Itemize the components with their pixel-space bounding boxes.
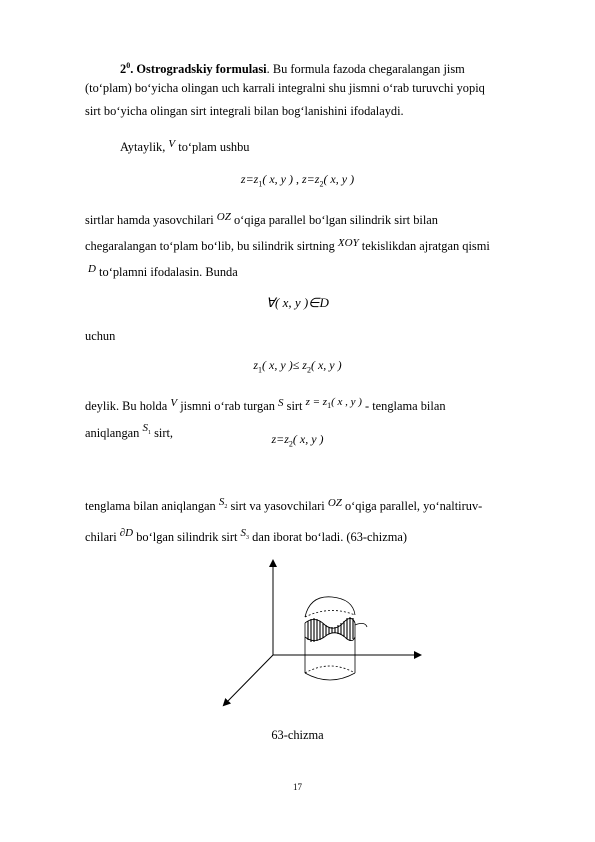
p4l2-sub: 1 [147, 430, 151, 437]
p4l2-pre: aniqlangan [85, 426, 143, 440]
f4-s: 2 [288, 439, 293, 449]
figure-caption: 63-chizma [271, 728, 324, 742]
formula-1 [0, 172, 595, 188]
f1-sep: , [293, 172, 302, 186]
p3l2-var: XOY [337, 237, 359, 249]
p4l2-var: S [142, 422, 148, 434]
f4-a: z=z [271, 432, 289, 446]
formula-2: ∀( x, y )∈D [266, 295, 329, 310]
p4l1-pre: deylik. Bu holda [85, 399, 171, 413]
heading-title: . Ostrogradskiy formulasi [130, 62, 267, 77]
f1-right: z=z [302, 172, 320, 186]
f1-sub1: 1 [258, 179, 263, 189]
figure-63-diagram [215, 555, 435, 715]
p3l2-post: tekislikdan ajratgan qismi [358, 239, 490, 253]
p3l3-var: D [88, 263, 96, 275]
p2-prefix: Aytaylik, [120, 140, 169, 154]
paragraph-3-line-1 [85, 212, 438, 229]
f3-s2: 2 [306, 365, 311, 375]
f1-args: ( x, y ) [262, 172, 293, 186]
p4l1-eq: z = z [305, 396, 328, 408]
f3-a: z [253, 358, 259, 372]
f1-left: z=z [240, 172, 259, 186]
formula-3 [0, 358, 595, 374]
p5l1-pre: tenglama bilan aniqlangan [85, 499, 219, 513]
paragraph-5-line-2 [85, 529, 407, 551]
p5l1-oz: OZ [327, 497, 342, 509]
f4-b: ( x, y ) [292, 432, 324, 446]
paragraph-4-line-1 [85, 398, 446, 419]
p3l3-post: to‘plamni ifodalasin. Bunda [95, 265, 238, 279]
f1-args2: ( x, y ) [323, 172, 355, 186]
bottom-surface-s1 [305, 617, 367, 642]
paragraph-2 [120, 139, 250, 156]
f1-sub2: 2 [319, 179, 324, 189]
heading-rest: . Bu formula fazoda chegaralangan jism [266, 62, 465, 77]
p5l1-post: o‘qiga parallel, yo‘naltiruv- [341, 499, 483, 513]
paragraph-5-line-1 [85, 498, 482, 520]
top-surface-s2 [305, 597, 355, 617]
p5l1-var: S [218, 496, 225, 508]
paragraph-1-line-2: (to‘plam) bo‘yicha olingan uch karrali integralni shu jismni o‘rab turuvchi yopiq [85, 81, 485, 95]
p2-var: V [168, 138, 176, 150]
p4l1-post: - tenglama bilan [361, 399, 446, 413]
f3-c: ( x, y ) [310, 358, 342, 372]
f3-s1: 1 [258, 365, 263, 375]
p3l1-pre: sirtlar hamda yasovchilari [85, 213, 217, 227]
p5l2-s: S [240, 527, 247, 539]
p5l2-var: ∂D [119, 527, 134, 539]
p2-suffix: to‘plam ushbu [175, 140, 250, 154]
p5l1-mid: sirt va yasovchilari [227, 499, 328, 513]
p5l1-sub: 2 [224, 504, 228, 511]
p5l2-sub: 3 [246, 535, 250, 542]
p4l1-eqs: 1 [327, 401, 332, 411]
heading-superscript: 0 [126, 61, 131, 70]
x-axis [224, 655, 273, 705]
p4l1-eqargs: ( x , y ) [331, 396, 362, 408]
paragraph-3-line-2 [85, 238, 490, 255]
p4l1-v: V [170, 397, 178, 409]
p4l1-mid: jismni o‘rab turgan [177, 399, 279, 413]
p3l1-var: OZ [216, 211, 231, 223]
p4l1-s: S [278, 397, 284, 409]
p4l2-post: sirt, [150, 426, 173, 440]
formula-4 [0, 432, 595, 448]
uchun-text: uchun [85, 329, 116, 343]
paragraph-1-line-3: sirt bo‘yicha olingan sirt integrali bilan bog‘lanishini ifodalaydi. [85, 104, 404, 118]
p5l2-pre: chilari [85, 530, 120, 544]
heading-number: 2 [120, 62, 127, 77]
p5l2-post: dan iborat bo‘ladi. (63-chizma) [249, 530, 407, 544]
p4l1-mid2: sirt [283, 399, 306, 413]
p5l2-mid: bo‘lgan silindrik sirt [133, 530, 241, 544]
section-heading [120, 58, 465, 77]
p3l2-pre: chegaralangan to‘plam bo‘lib, bu silindrik sirtning [85, 239, 338, 253]
paragraph-3-line-3 [88, 264, 238, 281]
p3l1-post: o‘qiga parallel bo‘lgan silindrik sirt bilan [230, 213, 438, 227]
f3-b: ( x, y )≤ z [262, 358, 307, 372]
page-number: 17 [293, 782, 302, 792]
